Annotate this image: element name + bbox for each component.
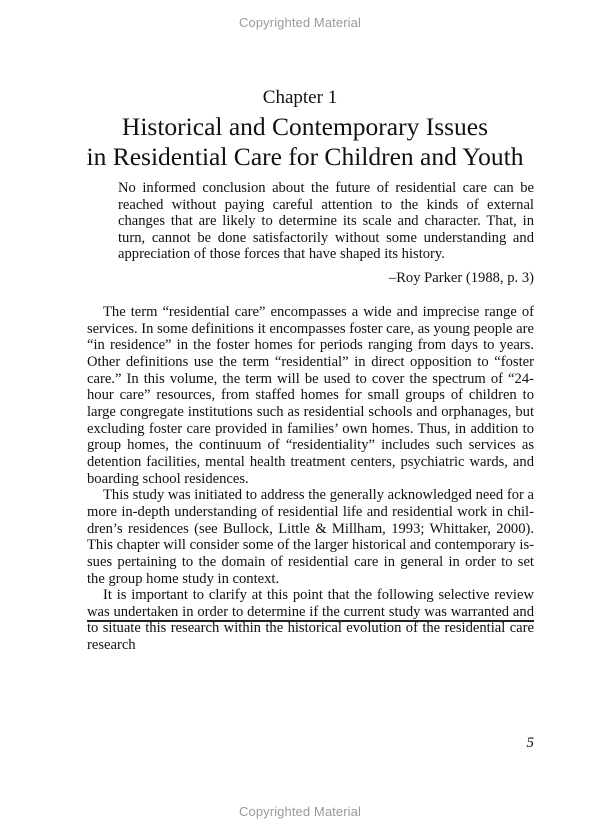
epigraph-attribution: –Roy Parker (1988, p. 3) — [388, 270, 534, 286]
copyright-watermark-top: Copyrighted Material — [239, 15, 361, 30]
body-paragraph: It is important to clarify at this point that the following selective review was undertaken in order to determine if the current study was warranted and to situate this research within the historical evolution of the residential care research — [87, 587, 534, 654]
body-paragraph: The term “residential care” encompasses a wide and imprecise range of services. In some definitions it encompasses foster care, as young people are “in residence” in the foster homes for periods ranging from days to years. Other definitions use the term “residential” in direct opposition to “foster care.” In this volume, the term will be used to cover the spectrum of “24-hour care” resources, from staffed homes for small groups of children to large congregate institutions such as residential schools and orphanages, but excluding foster care provided in families’ own homes. Thus, in addition to group homes, the continuum of “residentiality” includes such services as detention facilities, mental health treatment centers, psychiatric wards, and boarding school residences. — [87, 304, 534, 487]
body-paragraph: This study was initiated to address the generally acknowledged need for a more in-depth understanding of residential life and residential work in children’s residences (see Bullock, Little & Millham, 1993; Whittaker, 2000). This chapter will consider some of the larger historical and contemporary issues pertaining to the domain of residential care in general in order to set the group home study in context. — [87, 487, 534, 587]
page-number: 5 — [526, 735, 534, 751]
chapter-title: Historical and Contemporary Issues in Residential Care for Children and Youth — [86, 112, 524, 171]
epigraph-quote: No informed conclusion about the future of residential care can be reached without paying careful attention to the kinds of external changes that are likely to determine its scale and character. That, in turn, cannot be done satisfactorily without some understanding and appreciation of those forces that have shaped its history. — [118, 180, 534, 263]
body-text — [87, 304, 534, 654]
footnote-divider — [87, 620, 534, 622]
chapter-label: Chapter 1 — [262, 87, 338, 108]
copyright-watermark-bottom: Copyrighted Material — [239, 804, 361, 819]
